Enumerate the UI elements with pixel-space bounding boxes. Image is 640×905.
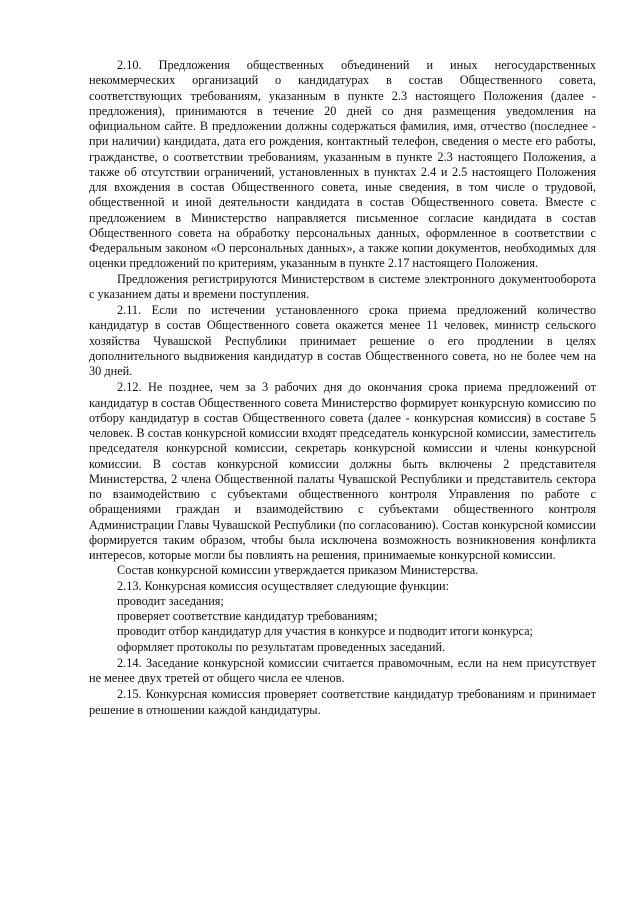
- paragraph-2-12: 2.12. Не позднее, чем за 3 рабочих дня до окончания срока приема предложений от кандидатур в состав Общественного совета Министерство формирует конкурсную комиссию по отбору кандидатур в состав Общественного совета (далее - конкурсная комиссия) в составе 5 человек. В состав конкурсной комиссии входят председатель конкурсной комиссии, заместитель председателя конкурсной комиссии, секретарь конкурсной комиссии и члены конкурсной комиссии. В состав конкурсной комиссии должны быть включены 2 представителя Министерства, 2 члена Общественной палаты Чувашской Республики и представитель сектора по взаимодействию с субъектами общественного контроля Управления по работе с обращениями граждан и взаимодействию с субъектами общественного контроля Администрации Главы Чувашской Республики (по согласованию). Состав конкурсной комиссии формируется таким образом, чтобы была исключена возможность возникновения конфликта интересов, которые могли бы повлиять на решения, принимаемые конкурсной комиссии.: [89, 380, 596, 562]
- paragraph-commission-approval: Состав конкурсной комиссии утверждается приказом Министерства.: [117, 563, 479, 578]
- list-item-protocols: оформляет протоколы по результатам проведенных заседаний.: [117, 639, 446, 654]
- paragraph-2-10: 2.10. Предложения общественных объединений и иных негосударственных некоммерческих организаций о кандидатурах в состав Общественного совета, соответствующих требованиям, указанным в пункте 2.3 настоящего Положения (далее - предложения), принимаются в течение 20 дней со дня размещения уведомления на официальном сайте. В предложении должны содержаться фамилия, имя, отчество (последнее - при наличии) кандидата, дата его рождения, контактный телефон, сведения о месте его работы, гражданстве, о соответствии требованиям, указанным в пункте 2.3 настоящего Положения, а также об отсутствии ограничений, установленных в пунктах 2.4 и 2.5 настоящего Положения для вхождения в состав Общественного совета, иные сведения, в том числе о трудовой, общественной и иной деятельности кандидата в состав Общественного совета. Вместе с предложением в Министерство направляется письменное согласие кандидата в состав Общественного совета на обработку персональных данных, оформленное в соответствии с Федеральным законом «О персональных данных», а также копии документов, необходимых для оценки предложений по критериям, указанным в пункте 2.17 настоящего Положения.: [89, 58, 596, 271]
- document-page: [89, 58, 596, 718]
- list-item-meetings: проводит заседания;: [117, 593, 224, 608]
- paragraph-2-14: 2.14. Заседание конкурсной комиссии считается правомочным, если на нем присутствует не менее двух третей от общего числа ее членов.: [89, 655, 596, 685]
- paragraph-2-15: 2.15. Конкурсная комиссия проверяет соответствие кандидатур требованиям и принимает решение в отношении каждой кандидатуры.: [89, 687, 596, 717]
- list-item-check-requirements: проверяет соответствие кандидатур требованиям;: [117, 609, 378, 623]
- list-item-selection: проводит отбор кандидатур для участия в конкурсе и подводит итоги конкурса;: [117, 624, 533, 639]
- paragraph-2-13: 2.13. Конкурсная комиссия осуществляет следующие функции:: [117, 578, 450, 593]
- paragraph-2-11: 2.11. Если по истечении установленного срока приема предложений количество кандидатур в состав Общественного совета окажется менее 11 человек, министр сельского хозяйства Чувашской Республики принимает решение о его продлении в целях дополнительного выдвижения кандидатур в состав Общественного совета, но не более чем на 30 дней.: [89, 303, 596, 378]
- paragraph-registration: Предложения регистрируются Министерством в системе электронного документооборота с указанием даты и времени поступления.: [89, 271, 596, 301]
